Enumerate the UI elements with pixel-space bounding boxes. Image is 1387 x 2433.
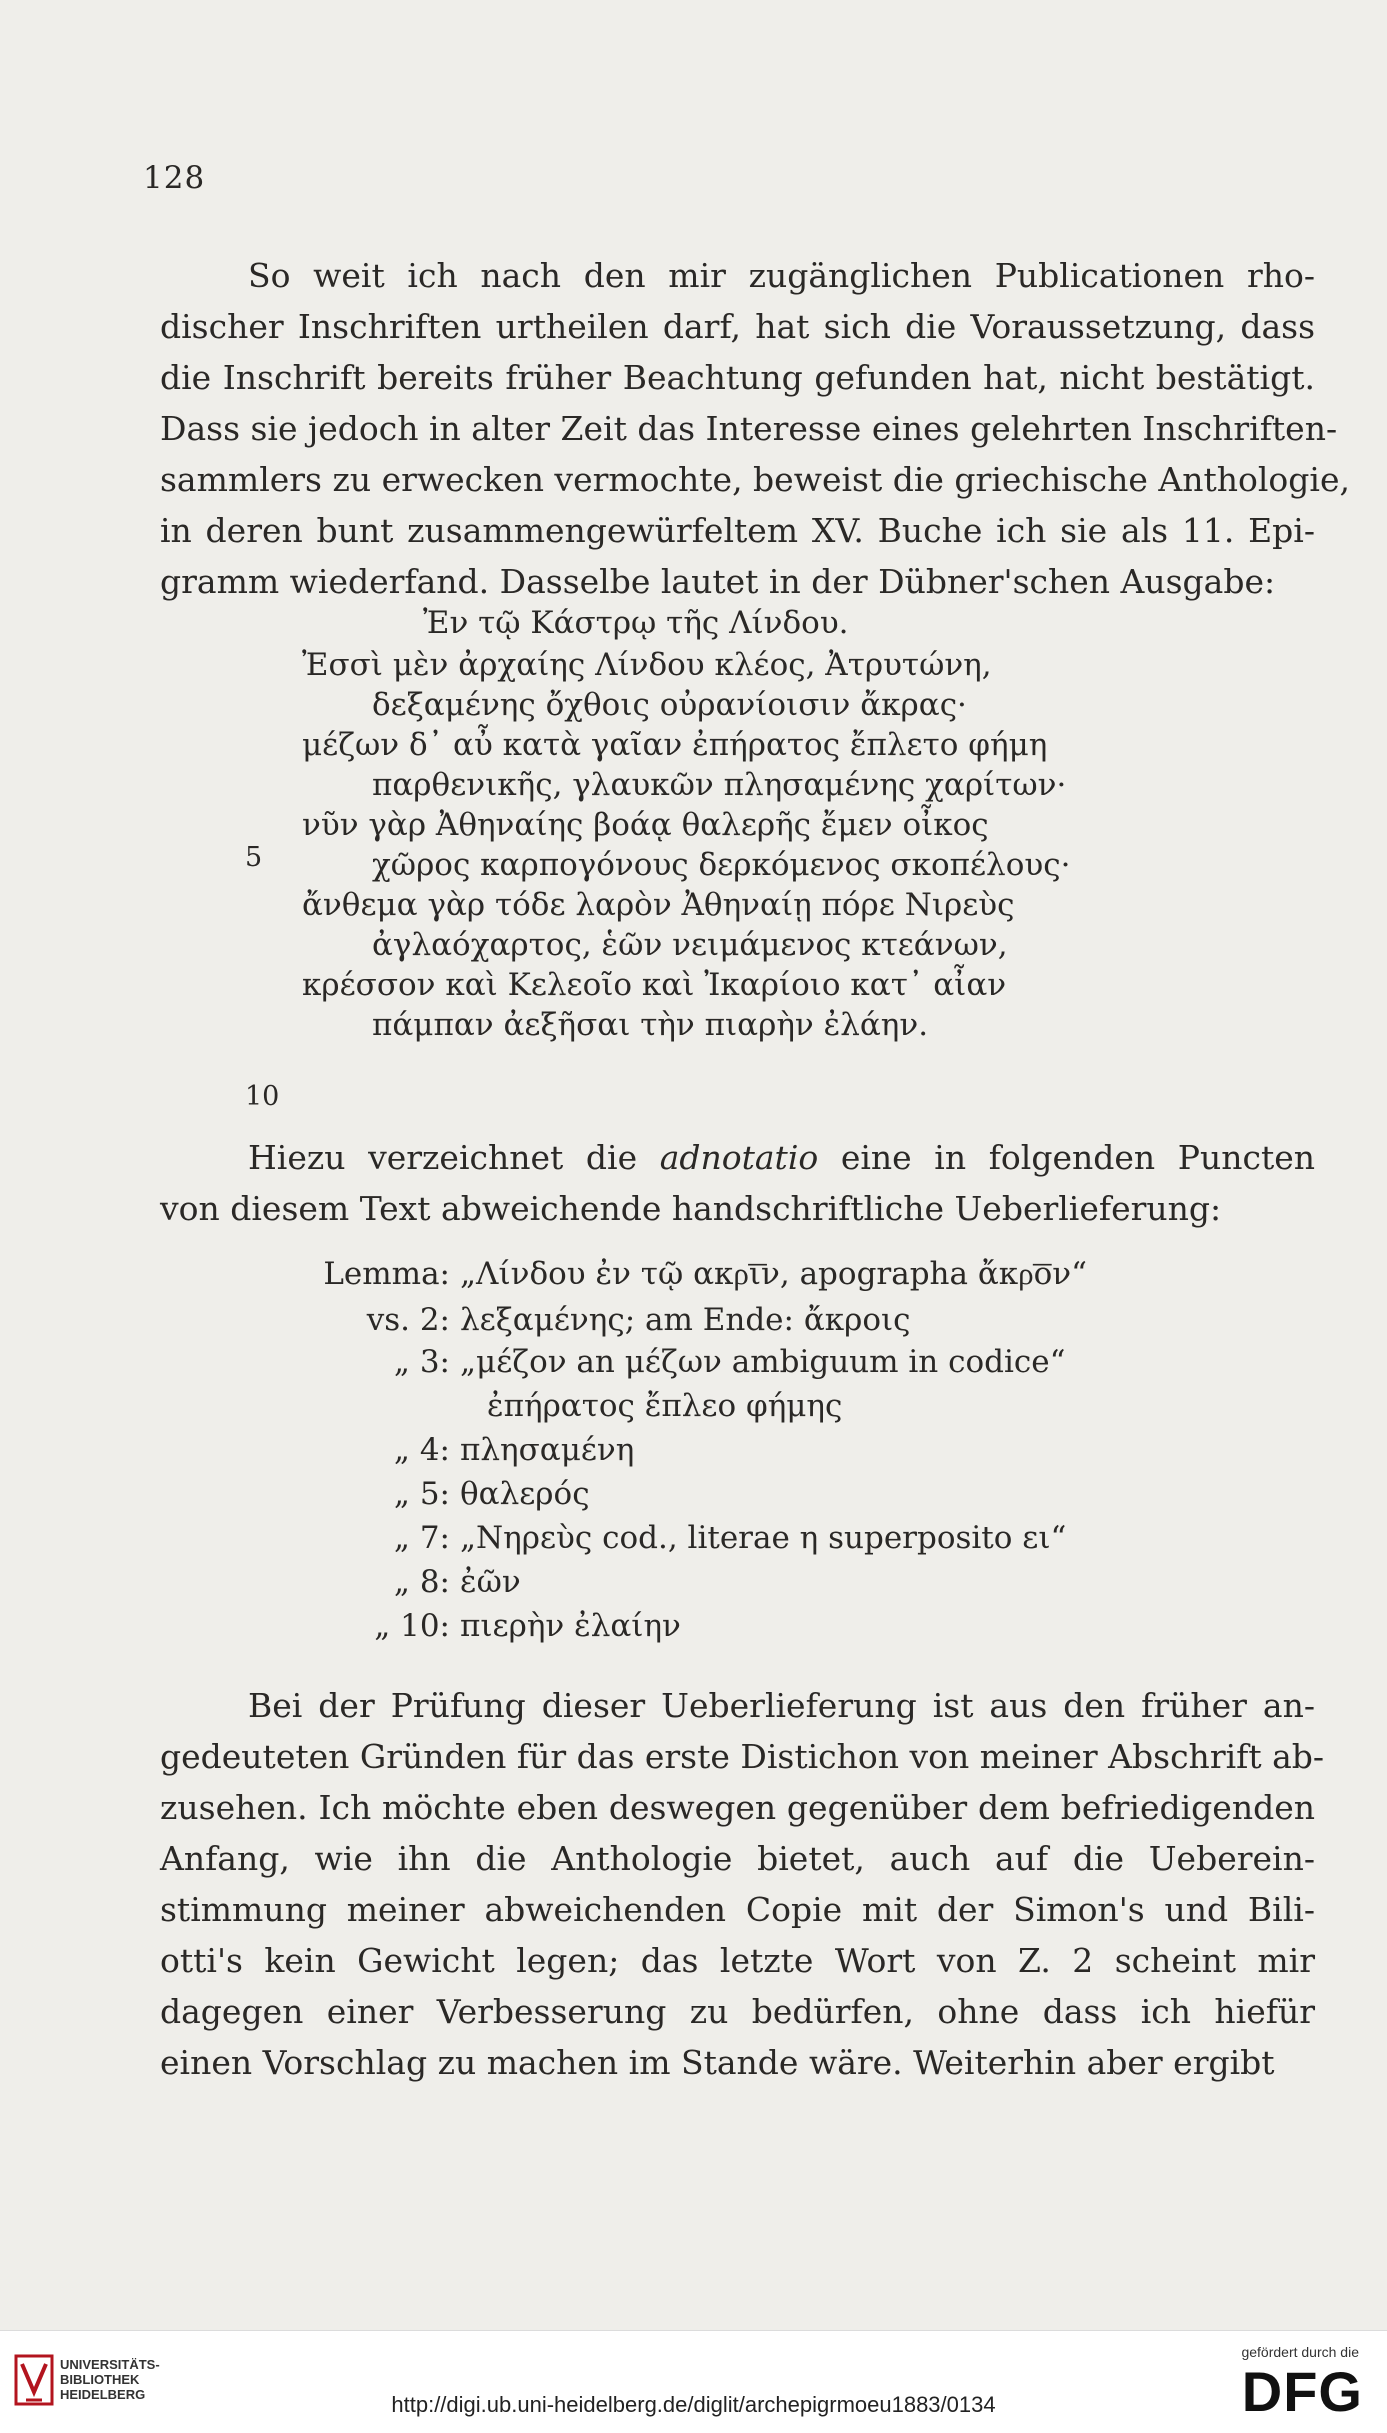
source-url-link[interactable]: http://digi.ub.uni-heidelberg.de/diglit/archepigrmoeu1883/0134 <box>391 2392 996 2417</box>
greek-verse-line: κρέσσον καὶ Κελεοῖο καὶ Ἰκαρίοιο κατ᾽ αἶαν <box>302 967 1007 1003</box>
funding-label: gefördert durch die <box>1241 2344 1359 2360</box>
text-line: discher Inschriften urtheilen darf, hat sich die Voraussetzung, dass <box>160 307 1315 346</box>
text-line: sammlers zu erwecken vermochte, beweist die griechische Anthologie, <box>160 460 1350 499</box>
greek-verse-line: δεξαμένης ὄχθοις οὐρανίοισιν ἄκρας· <box>372 687 967 723</box>
text-line: von diesem Text abweichende handschriftliche Ueberlieferung: <box>160 1189 1222 1228</box>
apparatus-label: vs. 2: <box>366 1302 450 1338</box>
text-line: gedeuteten Gründen für das erste Distichon von meiner Abschrift ab- <box>160 1737 1325 1776</box>
dfg-logo: DFG <box>1241 2360 1363 2423</box>
apparatus-label: „ 10: <box>374 1608 450 1644</box>
text-line: in deren bunt zusammengewürfeltem XV. Buche ich sie als 11. Epi- <box>160 511 1315 550</box>
greek-verse-line: μέζων δ᾽ αὖ κατὰ γαῖαν ἐπήρατος ἔπλετο φήμη <box>302 727 1048 763</box>
apparatus-entry: „Λίνδου ἐν τῷ ακρ͞ιν, apographa ἄκρ͞ον“ <box>460 1256 1087 1292</box>
greek-verse-line: ἄνθεμα γὰρ τόδε λαρὸν Ἀθηναίῃ πόρε Νιρεὺς <box>302 887 1015 923</box>
text-line: Dass sie jedoch in alter Zeit das Interesse eines gelehrten Inschriften- <box>160 409 1338 448</box>
greek-verse-line: χῶρος καρπογόνους δερκόμενος σκοπέλους· <box>372 847 1071 883</box>
apparatus-entry: θαλερός <box>460 1476 590 1512</box>
apparatus-entry: „μέζον an μέζων ambiguum in codice“ <box>460 1344 1066 1380</box>
apparatus-entry: „Νηρεὺς cod., literae η superposito ει“ <box>460 1520 1067 1556</box>
apparatus-entry: πιερὴν ἐλαίην <box>460 1608 681 1644</box>
text-line: Bei der Prüfung dieser Ueberlieferung ist aus den früher an- <box>248 1686 1315 1725</box>
text-line: otti's kein Gewicht legen; das letzte Wort von Z. 2 scheint mir <box>160 1941 1315 1980</box>
apparatus-entry: πλησαμένη <box>460 1432 635 1468</box>
apparatus-label: „ 5: <box>393 1476 450 1512</box>
apparatus-entry: ἐπήρατος ἔπλεο φήμης <box>487 1388 843 1424</box>
text-line: Hiezu verzeichnet die adnotatio eine in folgenden Puncten <box>248 1138 1315 1177</box>
paragraph-2 <box>160 1132 1315 1234</box>
text-line: Anfang, wie ihn die Anthologie bietet, auch auf die Ueberein- <box>160 1839 1315 1878</box>
text-line: gramm wiederfand. Dasselbe lautet in der Dübner'schen Ausgabe: <box>160 562 1276 601</box>
apparatus-entry: ἐῶν <box>460 1564 521 1600</box>
greek-verse-line: Ἐσσὶ μὲν ἀρχαίης Λίνδου κλέος, Ἀτρυτώνη, <box>302 647 992 683</box>
paragraph-3 <box>160 1680 1325 2088</box>
line-number-10: 10 <box>245 1081 280 1112</box>
text-line: stimmung meiner abweichenden Copie mit der Simon's und Bili- <box>160 1890 1315 1929</box>
text-line: zusehen. Ich möchte eben deswegen gegenüber dem befriedigenden <box>160 1788 1315 1827</box>
paragraph-1 <box>160 250 1350 607</box>
apparatus-label: „ 7: <box>393 1520 450 1556</box>
greek-verse-line: ἀγλαόχαρτος, ἑῶν νειμάμενος κτεάνων, <box>372 927 1008 963</box>
text-line: einen Vorschlag zu machen im Stande wäre. Weiterhin aber ergibt <box>160 2043 1275 2082</box>
page-number: 128 <box>143 160 206 196</box>
text-line: die Inschrift bereits früher Beachtung gefunden hat, nicht bestätigt. <box>160 358 1315 397</box>
library-name: UNIVERSITÄTS- BIBLIOTHEK HEIDELBERG <box>60 2357 160 2402</box>
line-number-5: 5 <box>245 842 263 873</box>
apparatus-label: „ 8: <box>393 1564 450 1600</box>
apparatus-label: „ 4: <box>393 1432 450 1468</box>
text-line: So weit ich nach den mir zugänglichen Publicationen rho- <box>248 256 1315 295</box>
greek-title: Ἐν τῷ Κάστρῳ τῆς Λίνδου. <box>423 605 849 641</box>
apparatus-label: „ 3: <box>393 1344 450 1380</box>
text-line: dagegen einer Verbesserung zu bedürfen, ohne dass ich hiefür <box>160 1992 1315 2031</box>
apparatus-entry: λεξαμένης; am Ende: ἄκροις <box>460 1302 911 1338</box>
greek-verse-line: παρθενικῆς, γλαυκῶν πλησαμένης χαρίτων· <box>372 767 1067 803</box>
greek-verse-line: νῦν γὰρ Ἀθηναίης βοάᾳ θαλερῆς ἔμεν οἶκος <box>302 807 989 843</box>
apparatus-label: Lemma: <box>323 1256 450 1292</box>
greek-verse-line: πάμπαν ἀεξῆσαι τὴν πιαρὴν ἐλάην. <box>372 1007 929 1043</box>
